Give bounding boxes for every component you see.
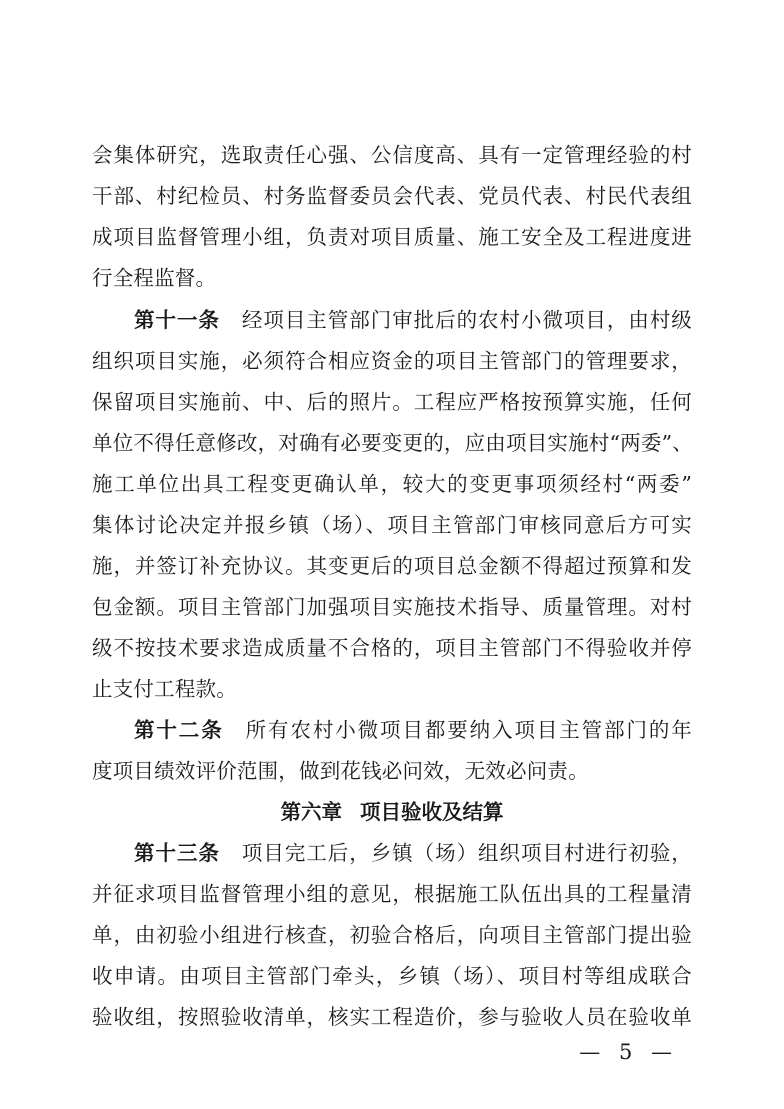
paragraph-line: 级不按技术要求造成质量不合格的，项目主管部门不得验收并停 xyxy=(92,636,692,660)
paragraph-line: 成项目监督管理小组，负责对项目质量、施工安全及工程进度进 xyxy=(92,225,692,249)
paragraph-line: 会集体研究，选取责任心强、公信度高、具有一定管理经验的村 xyxy=(92,143,692,167)
paragraph-line: 止支付工程款。 xyxy=(92,677,237,701)
page-number: — 5 — xyxy=(579,1040,678,1064)
paragraph-line: 行全程监督。 xyxy=(92,266,217,290)
paragraph-line: 保留项目实施前、中、后的照片。工程应严格按预算实施，任何 xyxy=(92,390,692,414)
article-label: 第十二条 xyxy=(134,718,224,742)
paragraph-line: 验收组，按照验收清单，核实工程造价，参与验收人员在验收单 xyxy=(92,1005,692,1029)
paragraph-line: 度项目绩效评价范围，做到花钱必问效，无效必问责。 xyxy=(92,759,589,783)
article-11-first-line xyxy=(134,301,692,339)
article-label: 第十一条 xyxy=(134,308,220,332)
article-label: 第十三条 xyxy=(134,841,220,865)
paragraph-line: 集体讨论决定并报乡镇（场）、项目主管部门审核同意后方可实 xyxy=(92,513,692,537)
paragraph-line: 单，由初验小组进行核查，初验合格后，向项目主管部门提出验 xyxy=(92,923,692,947)
paragraph-line: 收申请。由项目主管部门牵头，乡镇（场）、项目村等组成联合 xyxy=(92,964,692,988)
chapter-number: 第六章 xyxy=(280,800,342,824)
paragraph-line: 单位不得任意修改，对确有必要变更的，应由项目实施村“两委”、 xyxy=(92,431,693,455)
paragraph-line: 施，并签订补充协议。其变更后的项目总金额不得超过预算和发 xyxy=(92,554,692,578)
chapter-title: 项目验收及结算 xyxy=(360,800,504,824)
article-text: 经项目主管部门审批后的农村小微项目，由村级 xyxy=(241,308,692,332)
paragraph-line: 施工单位出具工程变更确认单，较大的变更事项须经村“两委” xyxy=(92,472,692,496)
article-12-first-line xyxy=(134,711,692,749)
paragraph-line: 并征求项目监督管理小组的意见，根据施工队伍出具的工程量清 xyxy=(92,882,692,906)
paragraph-line: 包金额。项目主管部门加强项目实施技术指导、质量管理。对村 xyxy=(92,595,692,619)
paragraph-line: 干部、村纪检员、村务监督委员会代表、党员代表、村民代表组 xyxy=(92,184,692,208)
paragraph-line: 组织项目实施，必须符合相应资金的项目主管部门的管理要求， xyxy=(92,349,692,373)
article-13-first-line xyxy=(134,834,692,872)
chapter-heading xyxy=(0,793,784,831)
article-text: 所有农村小微项目都要纳入项目主管部门的年 xyxy=(245,718,692,742)
article-text: 项目完工后，乡镇（场）组织项目村进行初验， xyxy=(241,841,692,865)
